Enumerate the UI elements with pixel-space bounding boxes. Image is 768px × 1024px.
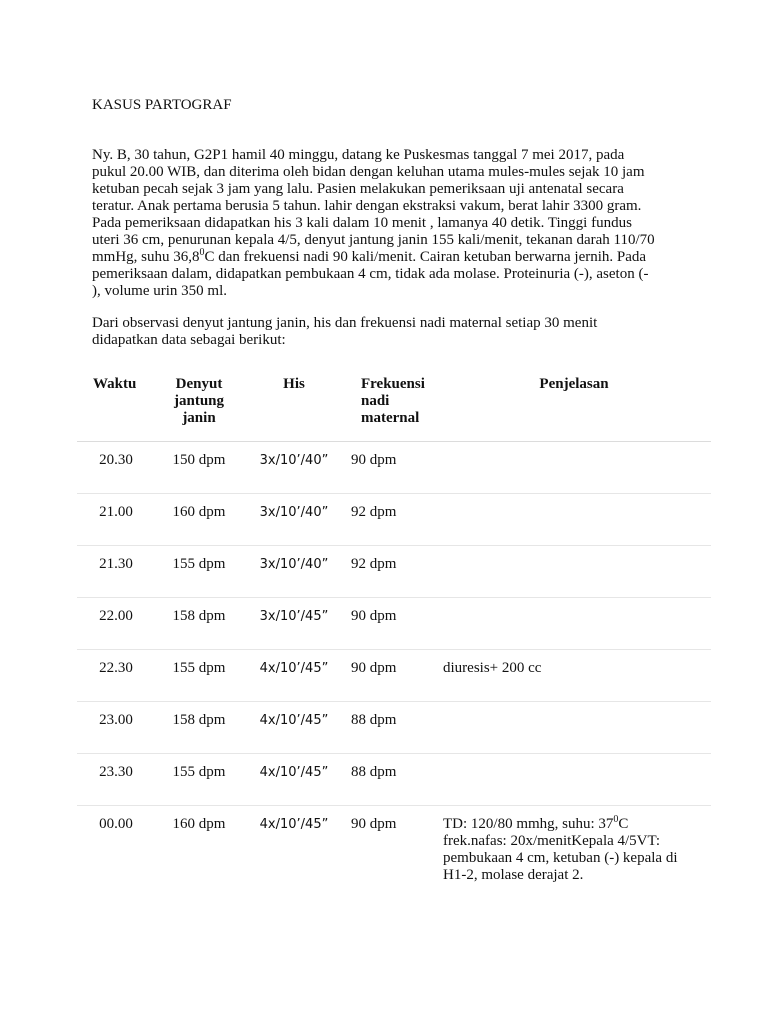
cell-waktu: 23.30 [77,753,155,805]
document-title: KASUS PARTOGRAF [92,97,232,113]
case-text: mmHg, suhu 36,8 [92,249,200,265]
cell-djj: 155 dpm [155,649,243,701]
header-line: Frekuensi [361,376,425,392]
cell-his: 3x/10’/45” [243,597,345,649]
cell-nadi: 90 dpm [345,649,437,701]
cell-waktu: 21.00 [77,493,155,545]
cell-his: 4x/10’/45” [259,816,329,832]
cell-nadi: 92 dpm [345,493,437,545]
cell-nadi: 88 dpm [345,701,437,753]
note-line [443,813,705,833]
cell-djj: 158 dpm [155,701,243,753]
case-text: C dan frekuensi nadi 90 kali/menit. Cairan ketuban berwarna jernih. Pada [204,249,647,265]
observation-table [77,365,711,895]
cell-his: 3x/10’/40” [243,545,345,597]
header-line: nadi [361,393,390,409]
cell-waktu: 00.00 [99,815,133,832]
table-row [77,597,711,649]
cell-djj: 155 dpm [155,545,243,597]
cell-djj: 160 dpm [172,815,226,832]
table-row [77,493,711,545]
case-line: ), volume urin 350 ml. [92,283,227,299]
header-line: jantung [173,393,225,409]
cell-djj: 155 dpm [155,753,243,805]
cell-his: 4x/10’/45” [243,701,345,753]
table-row [77,649,711,701]
cell-penjelasan: diuresis+ 200 cc [437,649,711,701]
cell-nadi: 90 dpm [345,597,437,649]
table-row [77,805,711,895]
cell-penjelasan [437,753,711,805]
intro-line: Dari observasi denyut jantung janin, his dan frekuensi nadi maternal setiap 30 menit [92,315,598,331]
cell-waktu: 22.30 [77,649,155,701]
header-penjelasan: Penjelasan [437,365,711,441]
cell-penjelasan [437,493,711,545]
header-denyut-jantung-janin [155,365,243,441]
cell-penjelasan [437,441,711,493]
header-line: janin [182,410,216,426]
cell-penjelasan [437,597,711,649]
cell-waktu: 21.30 [77,545,155,597]
table-header-row [77,365,711,441]
note-text: C [618,815,629,832]
case-line: pemeriksaan dalam, didapatkan pembukaan 4 cm, tidak ada molase. Proteinuria (-), aseton (- [92,266,649,282]
cell-his: 4x/10’/45” [243,753,345,805]
cell-his: 4x/10’/45” [243,649,345,701]
cell-waktu: 20.30 [77,441,155,493]
case-description [92,147,712,300]
observation-intro [92,315,712,349]
degree-superscript: 0 [199,247,205,258]
table-row [77,441,711,493]
cell-nadi: 90 dpm [345,441,437,493]
table-row [77,701,711,753]
cell-penjelasan [437,701,711,753]
cell-djj: 160 dpm [155,493,243,545]
header-line: maternal [361,410,420,426]
note-line: frek.nafas: 20x/menitKepala 4/5VT: [443,832,661,849]
cell-penjelasan-detail [437,805,711,895]
table-row [77,545,711,597]
case-line: Pada pemeriksaan didapatkan his 3 kali dalam 10 menit , lamanya 40 detik. Tinggi fundus [92,215,632,231]
cell-penjelasan [437,545,711,597]
cell-his: 3x/10’/40” [243,441,345,493]
case-line: uteri 36 cm, penurunan kepala 4/5, denyut jantung janin 155 kali/menit, tekanan darah 110/70 [92,232,655,248]
case-line: ketuban pecah sejak 3 jam yang lalu. Pasien melakukan pemeriksaan uji antenatal secara [92,181,624,197]
case-line: teratur. Anak pertama berusia 5 tahun. lahir dengan ekstraksi vakum, berat lahir 3300 gram. [92,198,642,214]
cell-waktu: 23.00 [77,701,155,753]
header-line: Denyut [175,376,223,392]
header-waktu: Waktu [77,365,155,441]
degree-superscript: 0 [613,813,619,825]
cell-nadi: 92 dpm [345,545,437,597]
intro-line: didapatkan data sebagai berikut: [92,332,286,348]
case-line: pukul 20.00 WIB, dan diterima oleh bidan dengan keluhan utama mules-mules sejak 10 jam [92,164,645,180]
header-his: His [243,365,345,441]
case-line-temperature [92,249,712,266]
cell-nadi: 90 dpm [351,815,397,832]
cell-djj: 150 dpm [155,441,243,493]
table-row [77,753,711,805]
note-line: pembukaan 4 cm, ketuban (-) kepala di [443,849,678,866]
note-text: TD: 120/80 mmhg, suhu: 37 [443,815,614,832]
case-line: Ny. B, 30 tahun, G2P1 hamil 40 minggu, datang ke Puskesmas tanggal 7 mei 2017, pada [92,147,625,163]
note-line: H1-2, molase derajat 2. [443,866,584,883]
cell-djj: 158 dpm [155,597,243,649]
header-frekuensi-nadi [345,365,437,441]
cell-waktu: 22.00 [77,597,155,649]
cell-his: 3x/10’/40” [243,493,345,545]
cell-nadi: 88 dpm [345,753,437,805]
